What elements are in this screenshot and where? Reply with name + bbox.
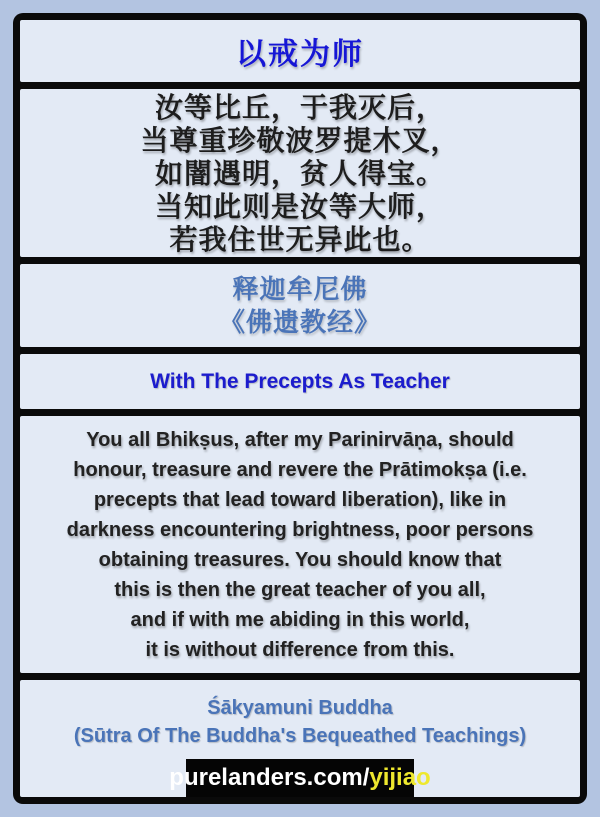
- english-quote-line: honour, treasure and revere the Prātimokṣa (i.e.: [73, 458, 527, 481]
- website-url-prefix: purelanders.com/: [169, 764, 370, 791]
- chinese-title: 以戒为师: [236, 38, 364, 71]
- english-quote-line: precepts that lead toward liberation), like in: [93, 488, 507, 511]
- bordered-card: [13, 13, 587, 804]
- chinese-attribution-source: 《佛遗教经》: [218, 306, 381, 337]
- chinese-attribution-author: 释迦牟尼佛: [232, 273, 368, 304]
- chinese-quote-section: [20, 89, 580, 257]
- chinese-quote-line: 如闇遇明，贫人得宝。: [154, 157, 445, 189]
- english-quote-section: [20, 416, 580, 673]
- chinese-quote-line: 当尊重珍敬波罗提木叉，: [140, 124, 460, 156]
- english-title: With The Precepts As Teacher: [150, 369, 450, 393]
- chinese-attribution-section: [20, 264, 580, 347]
- english-attribution-source: (Sūtra Of The Buddha's Bequeathed Teachings): [73, 725, 527, 747]
- english-quote-line: obtaining treasures. You should know that: [98, 548, 502, 571]
- website-badge: [169, 759, 431, 797]
- chinese-quote-line: 汝等比丘，于我灭后，: [154, 91, 445, 123]
- english-quote-line: darkness encountering brightness, poor persons: [66, 518, 534, 541]
- english-quote-line: this is then the great teacher of you all,: [114, 578, 486, 601]
- english-quote-line: it is without difference from this.: [145, 638, 455, 661]
- website-url-highlight: yijiao: [369, 764, 431, 791]
- english-attribution-author: Śākyamuni Buddha: [207, 697, 393, 719]
- english-quote-line: You all Bhikṣus, after my Parinirvāṇa, should: [86, 428, 514, 451]
- english-attribution-section: [20, 680, 580, 797]
- chinese-quote-line: 当知此则是汝等大师，: [154, 190, 445, 222]
- english-title-section: [20, 354, 580, 409]
- chinese-quote-line: 若我住世无异此也。: [169, 223, 431, 255]
- english-quote-line: and if with me abiding in this world,: [130, 608, 470, 631]
- chinese-title-section: [20, 20, 580, 82]
